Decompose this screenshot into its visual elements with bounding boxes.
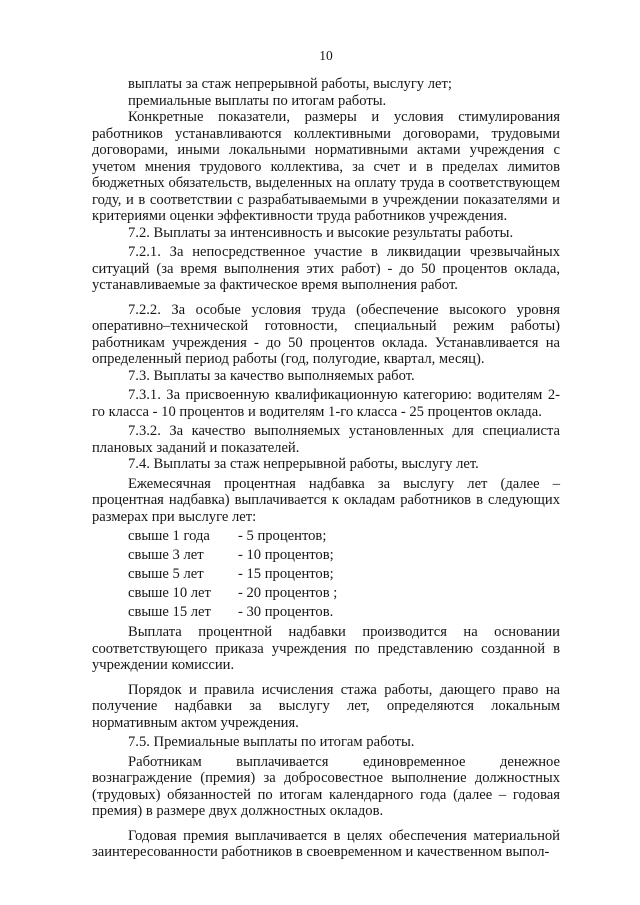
section-7-3-heading: 7.3. Выплаты за качество выполняемых работ. <box>128 367 415 384</box>
section-7-5-heading: 7.5. Премиальные выплаты по итогам работы. <box>128 734 415 750</box>
section-7-2-heading: 7.2. Выплаты за интенсивность и высокие результаты работы. <box>128 224 514 241</box>
page-number: 10 <box>319 48 333 63</box>
seniority-rates-list <box>92 527 560 622</box>
seniority-bonus-intro: Ежемесячная процентная надбавка за выслугу лет (далее – процентная надбавка) выплачивается к окладам работников в следующих размерах при выслуге лет: <box>92 475 560 525</box>
service-rate: - 10 процентов; <box>238 547 334 563</box>
paragraph-incentive-conditions: Конкретные показатели, размеры и условия стимулирования работников устанавливаются коллективными договорами, трудовыми договорами, иными локальными нормативными актами учреждения с учетом мнения трудового коллектива, за счет и в пределах лимитов бюджетных обязательств, выделенных на оплату труда в соответствующем году, и в соответствии с разрабатываемыми в учреждении показателями и критериями оценки эффективности труда работников учреждения. <box>92 109 560 224</box>
service-term: свыше 1 года <box>128 528 210 544</box>
service-term: свыше 3 лет <box>128 547 204 563</box>
section-7-2-1: 7.2.1. За непосредственное участие в ликвидации чрезвычайных ситуаций (за время выполнения этих работ) - до 50 процентов оклада, устанавливаемые за фактическое время выполнения работ. <box>92 244 560 293</box>
section-7-2-2: 7.2.2. За особые условия труда (обеспечение высокого уровня оперативно–технической готовности, специальный режим работы) работникам учреждения - до 50 процентов оклада. Устанавливается на определенный период работы (год, полугодие, квартал, месяц). <box>92 301 560 367</box>
paragraph-annual-bonus: Работникам выплачивается единовременное денежное вознаграждение (премия) за добросовестное выполнение должностных (трудовых) обязанностей по итогам календарного года (далее – годовая премия) в размере двух должностных окладов. <box>92 753 560 819</box>
paragraph-payment-seniority: выплаты за стаж непрерывной работы, выслугу лет; <box>128 76 452 92</box>
section-7-4-heading: 7.4. Выплаты за стаж непрерывной работы, выслугу лет. <box>128 456 479 472</box>
list-item <box>92 565 560 584</box>
service-rate: - 20 процентов ; <box>238 585 338 601</box>
service-term: свыше 5 лет <box>128 566 204 582</box>
list-item <box>92 584 560 603</box>
service-rate: - 30 процентов. <box>238 604 334 620</box>
paragraph-bonus-payments: премиальные выплаты по итогам работы. <box>128 92 387 109</box>
list-item <box>92 546 560 565</box>
section-7-3-1: 7.3.1. За присвоенную квалификационную категорию: водителям 2-го класса - 10 процентов и водителям 1-го класса - 25 процентов оклада. <box>92 387 560 420</box>
document-body <box>92 76 560 861</box>
list-item <box>92 603 560 622</box>
paragraph-bonus-basis: Выплата процентной надбавки производится на основании соответствующего приказа учреждения по представлению созданной в учреждении комиссии. <box>92 624 560 673</box>
section-7-3-2: 7.3.2. За качество выполняемых установленных для специалиста плановых заданий и показателей. <box>92 423 560 456</box>
list-item <box>92 527 560 546</box>
paragraph-seniority-calculation: Порядок и правила исчисления стажа работы, дающего право на получение надбавки за выслугу лет, определяются локальным нормативным актом учреждения. <box>92 681 560 731</box>
paragraph-annual-bonus-purpose: Годовая премия выплачивается в целях обеспечения материальной заинтересованности работников в своевременном и качественном выпол- <box>92 827 560 860</box>
service-rate: - 5 процентов; <box>238 528 327 544</box>
service-term: свыше 15 лет <box>128 604 211 620</box>
service-term: свыше 10 лет <box>128 585 211 601</box>
service-rate: - 15 процентов; <box>238 566 334 582</box>
